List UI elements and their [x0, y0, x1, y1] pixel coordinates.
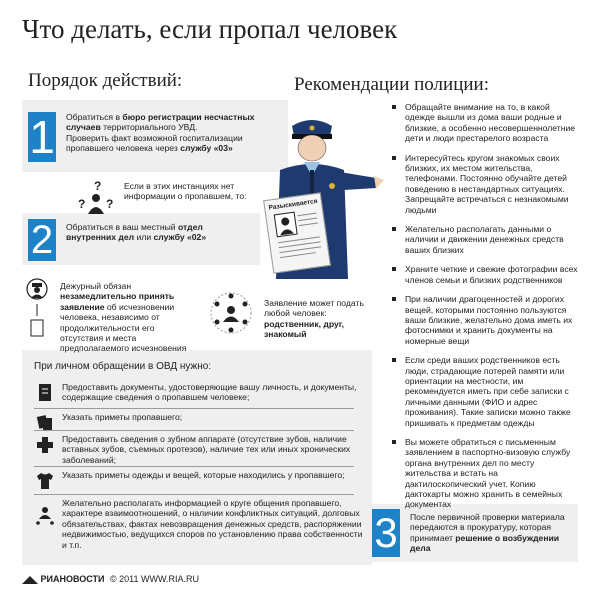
- recommendation-item: Храните четкие и свежие фотографии всех членов семьи и близких родственников: [392, 264, 580, 285]
- statement-text: Заявление может подать любой человек: родственник, друг, знакомый: [264, 298, 364, 340]
- step2-text: Обратиться в ваш местный отдел внутренних дел или службу «02»: [66, 222, 207, 243]
- recommendation-item: Интересуйтесь кругом знакомых своих близких, их местом жительства, телефонами. Постоянно обучайте детей поведению в нестандартных ситуациях. Запрещайте встречаться с незнакомыми людьми: [392, 153, 580, 215]
- ovd-heading: При личном обращении в ОВД нужно:: [34, 361, 212, 372]
- ria-logo-icon: [22, 575, 38, 585]
- step3-text: После первичной проверки материала передаются в прокуратуру, которая принимает решение о возбуждении дела: [410, 512, 565, 554]
- svg-text:?: ?: [106, 197, 114, 211]
- left-heading: Порядок действий:: [28, 70, 183, 91]
- recommendation-item: Вы можете обратиться с письменным заявлением в паспортно-визовую службу органа внутренних дел по месту жительства и встать на дактилоскопический учет. Копию дактокарты можно хранить в семейных документах: [392, 437, 580, 510]
- medical-cross-icon: [34, 434, 56, 456]
- svg-text:?: ?: [94, 179, 102, 193]
- step3-number: 3: [372, 509, 400, 557]
- divider: [34, 430, 354, 431]
- recommendation-item: Желательно располагать данными о наличии и движении денежных средств ваших близких: [392, 224, 580, 255]
- recommendation-item: Обращайте внимание на то, в какой одежде вышли из дома ваши родные и близкие, а особенно несовершеннолетние дети и люди престарелого возраста: [392, 102, 580, 144]
- recommendation-item: Если среди ваших родственников есть люди, страдающие потерей памяти или ориентации на местности, им рекомендуется иметь при себе записки с личными данными (ФИО и адрес проживания). Такие записки можно также пришивать к предметам одежды: [392, 355, 580, 428]
- copyright: © 2011 WWW.RIA.RU: [110, 574, 200, 584]
- tshirt-icon: [34, 470, 56, 492]
- footer: [22, 574, 199, 585]
- recommendation-item: При наличии драгоценностей и дорогих вещей, которыми постоянно пользуются ваши близкие, желательно дома иметь их фотоснимки и хранить документы на номерные вещи: [392, 294, 580, 346]
- social-circle-icon: [34, 498, 56, 534]
- wanted-person-icon: [266, 204, 330, 271]
- svg-text:?: ?: [78, 197, 86, 211]
- step1-text: Обратиться в бюро регистрации несчастных случаев территориального УВД. Проверить факт возможной госпитализации пропавшего человека через службу «03»: [66, 112, 255, 154]
- right-heading: Рекомендации полиции:: [294, 74, 489, 95]
- document-icon: [34, 382, 56, 404]
- no-info-text: Если в этих инстанциях нет информации о пропавшем, то:: [124, 181, 247, 202]
- people-circle-icon: [208, 290, 254, 336]
- divider: [34, 408, 354, 409]
- step1-number: 1: [29, 111, 55, 163]
- wanted-poster: [263, 192, 331, 273]
- duty-officer-icon: [26, 278, 48, 340]
- ria-logo-text: РИАНОВОСТИ: [40, 574, 105, 584]
- page-title: Что делать, если пропал человек: [22, 14, 398, 44]
- police-recommendations: [392, 102, 580, 518]
- wanted-poster-title: Разыскивается: [268, 197, 318, 212]
- step2-number: 2: [28, 219, 56, 261]
- divider: [34, 494, 354, 495]
- ovd-list: Предоставить документы, удостоверяющие вашу личность, и документы, содержащие сведения о пропавшем человеке; Указать приметы пропавшего; Предоставить сведения о зубном аппарате (отсутствие зубов, наличие вставных зубов, съемных протезов), наличие тех или иных хронических заболеваний; Указать приметы одежды и вещей, которые находились у пропавшего; Желательно располагать информацией о круге общения пропавшего, характере взаимоотношений, о наличии конфликтных ситуаций, долговых обязательствах, фактах невозвращения денежных средств, распоряжении недвижимостью, ведущихся споров по установлению права собственности и т.п.: [34, 378, 374, 563]
- duty-text: Дежурный обязан незамедлительно принять заявление об исчезновении человека, независимо от продолжительности его отсутствия и места предполагаемого исчезновения: [60, 281, 187, 354]
- divider: [34, 466, 354, 467]
- question-people-icon: [74, 178, 114, 216]
